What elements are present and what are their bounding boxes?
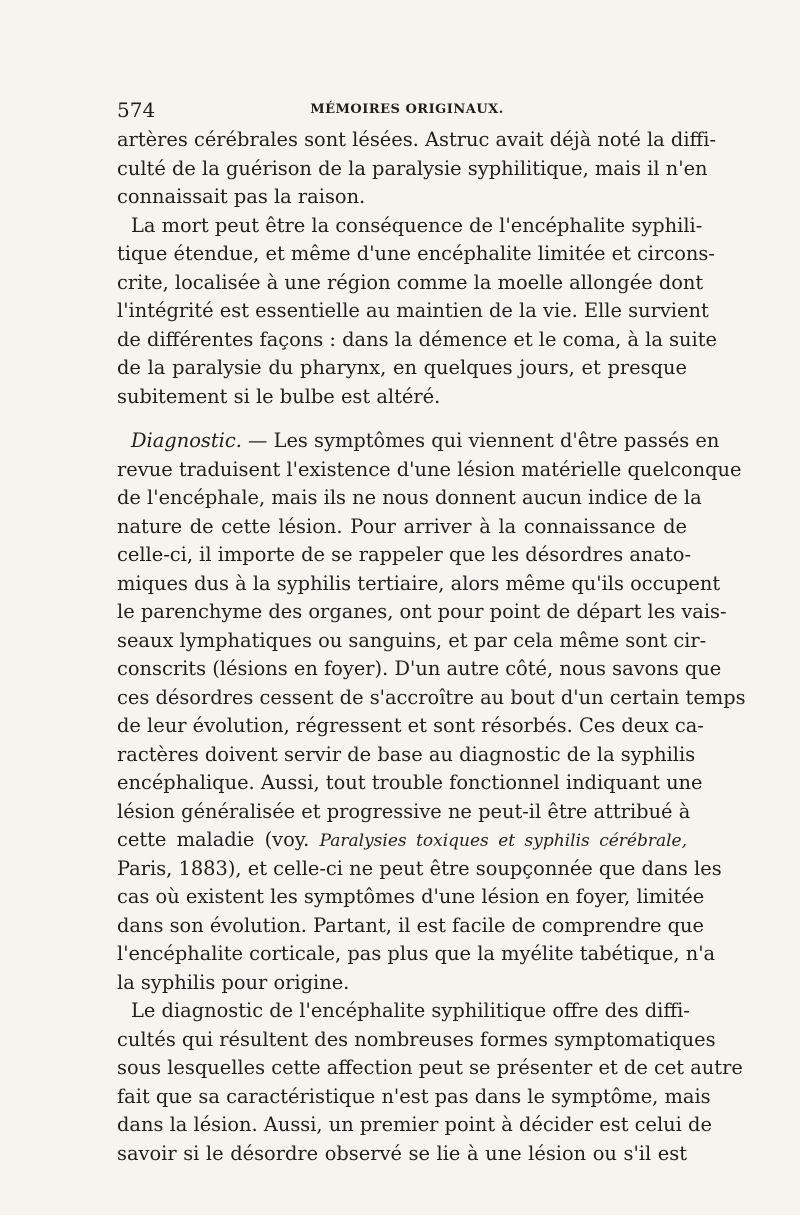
text-line: lésion généralisée et progressive ne peut-il être attribué à	[117, 799, 691, 823]
text-line: de l'encéphale, mais ils ne nous donnent aucun indice de la	[117, 486, 702, 509]
text-line: cultés qui résultent des nombreuses formes symptomatiques	[117, 1027, 716, 1051]
text-line: miques dus à la syphilis tertiaire, alors même qu'ils occupent	[117, 571, 721, 595]
text-line: ces désordres cessent de s'accroître au bout d'un certain temps	[117, 685, 746, 709]
page-header	[117, 98, 687, 122]
text-line: le parenchyme des organes, ont pour point de départ les vais-	[117, 600, 727, 623]
text-line: artères cérébrales sont lésées. Astruc avait déjà noté la diffi-	[117, 128, 717, 151]
text-line: de leur évolution, régressent et sont résorbés. Ces deux ca-	[117, 714, 704, 737]
text-line: fait que sa caractéristique n'est pas dans le symptôme, mais	[117, 1084, 711, 1108]
text-line: culté de la guérison de la paralysie syphilitique, mais il n'en	[117, 156, 708, 180]
running-head: MÉMOIRES ORIGINAUX.	[310, 102, 504, 117]
paragraph-2	[117, 212, 717, 412]
text-line: savoir si le désordre observé se lie à une lésion ou s'il est	[117, 1141, 687, 1165]
text-line: encéphalique. Aussi, tout trouble fonctionnel indiquant une	[117, 771, 703, 794]
text-line: Paris, 1883), et celle-ci ne peut être soupçonnée que dans les	[117, 856, 722, 880]
text-line: revue traduisent l'existence d'une lésion matérielle quelconque	[117, 457, 742, 481]
text-line: conscrits (lésions en foyer). D'un autre côté, nous savons que	[117, 657, 722, 680]
paragraph-3	[117, 427, 746, 997]
text-line: l'encéphalite corticale, pas plus que la myélite tabétique, n'a	[117, 942, 716, 965]
paragraph-4	[117, 997, 743, 1168]
text-line: nature de cette lésion. Pour arriver à la connaissance de	[117, 514, 687, 538]
section-heading-diagnostic: Diagnostic.	[131, 429, 242, 452]
text-run: cette maladie (voy.	[117, 828, 320, 851]
text-line: Le diagnostic de l'encéphalite syphilitique offre des diffi-	[131, 999, 690, 1022]
text-line: sous lesquelles cette affection peut se présenter et de cet autre	[117, 1056, 743, 1079]
text-line	[117, 826, 687, 855]
text-line: l'intégrité est essentielle au maintien de la vie. Elle survient	[117, 299, 709, 322]
text-run: — Les symptômes qui viennent d'être passés en	[241, 429, 720, 452]
paragraph-gap	[117, 411, 687, 427]
text-line: connaissait pas la raison.	[117, 185, 366, 208]
text-line: crite, localisée à une région comme la moelle allongée dont	[117, 270, 704, 294]
text-line: tique étendue, et même d'une encéphalite limitée et circons-	[117, 242, 715, 265]
text-line: cas où existent les symptômes d'une lésion en foyer, limitée	[117, 885, 705, 908]
citation-title: Paralysies toxiques et syphilis cérébrale,	[319, 831, 688, 851]
text-line: subitement si le bulbe est altéré.	[117, 384, 441, 408]
text-line: de la paralysie du pharynx, en quelques jours, et presque	[117, 356, 687, 379]
page-number: 574	[117, 98, 156, 122]
text-line: de différentes façons : dans la démence et le coma, à la suite	[117, 327, 717, 351]
text-line	[117, 427, 720, 456]
text-line: ractères doivent servir de base au diagnostic de la syphilis	[117, 742, 696, 766]
text-line: la syphilis pour origine.	[117, 970, 350, 994]
paragraph-1	[117, 126, 717, 212]
text-line: dans la lésion. Aussi, un premier point à décider est celui de	[117, 1113, 712, 1136]
text-line: La mort peut être la conséquence de l'encéphalite syphili-	[131, 213, 703, 237]
text-line: dans son évolution. Partant, il est facile de comprendre que	[117, 913, 705, 937]
body-text	[117, 126, 746, 1168]
text-line: seaux lymphatiques ou sanguins, et par cela même sont cir-	[117, 628, 707, 652]
text-line: celle-ci, il importe de se rappeler que les désordres anato-	[117, 543, 691, 566]
